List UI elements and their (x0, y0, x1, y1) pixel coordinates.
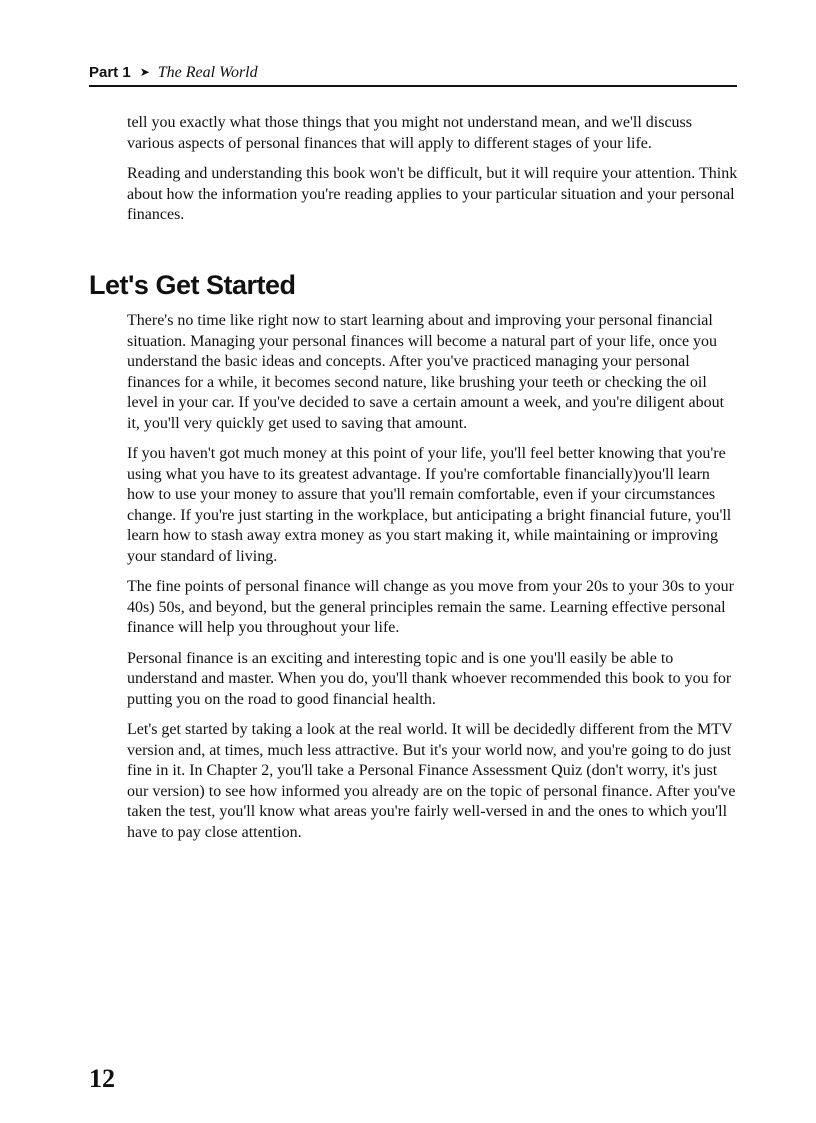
body-paragraph: Personal finance is an exciting and interesting topic and is one you'll easily be able to understand and master. When you do, you'll thank whoever recommended this book to you for putting you on the road to good financial health. (127, 649, 732, 708)
section-text-block (127, 311, 739, 853)
running-section-title: The Real World (157, 64, 258, 81)
part-label: Part 1 (89, 64, 131, 81)
page-number: 12 (89, 1064, 115, 1093)
running-header (89, 62, 737, 87)
body-paragraph: If you haven't got much money at this point of your life, you'll feel better knowing that you're using what you have to its greatest advantage. If you're comfortable financially)you'll learn how to use your money to assure that you'll remain comfortable, even if your circumstances change. If you're just starting in the workplace, but anticipating a bright financial future, you'll learn how to stash away extra money as you start making it, while maintaining or improving your standard of living. (127, 445, 732, 565)
arrow-right-icon: ➤ (139, 65, 150, 79)
section-heading: Let's Get Started (89, 270, 296, 300)
body-paragraph: Reading and understanding this book won't be difficult, but it will require your attention. Think about how the information you're reading applies to your particular situation and your personal finances. (127, 165, 738, 223)
body-paragraph: tell you exactly what those things that you might not understand mean, and we'll discuss various aspects of personal finances that will apply to different stages of your life. (127, 114, 693, 152)
intro-text-block (127, 113, 739, 236)
body-paragraph: The fine points of personal finance will change as you move from your 20s to your 30s to your 40s) 50s, and beyond, but the general principles remain the same. Learning effective personal finance will help you throughout your life. (127, 578, 734, 636)
body-paragraph: Let's get started by taking a look at the real world. It will be decidedly different from the MTV version and, at times, much less attractive. But it's your world now, and you're going to do just fine in it. In Chapter 2, you'll take a Personal Finance Assessment Quiz (don't worry, it's just our version) to see how informed you already are on the topic of personal finance. After you've taken the test, you'll know what areas you're fairly well-versed in and the ones to which you'll have to pay close attention. (127, 721, 736, 841)
body-paragraph: There's no time like right now to start learning about and improving your personal financial situation. Managing your personal finances will become a natural part of your life, once you understand the basic ideas and concepts. After you've practiced managing your personal finances for a while, it becomes second nature, like brushing your teeth or checking the oil level in your car. If you've decided to save a certain amount a week, and you're diligent about it, you'll very quickly get used to saving that amount. (127, 312, 725, 432)
